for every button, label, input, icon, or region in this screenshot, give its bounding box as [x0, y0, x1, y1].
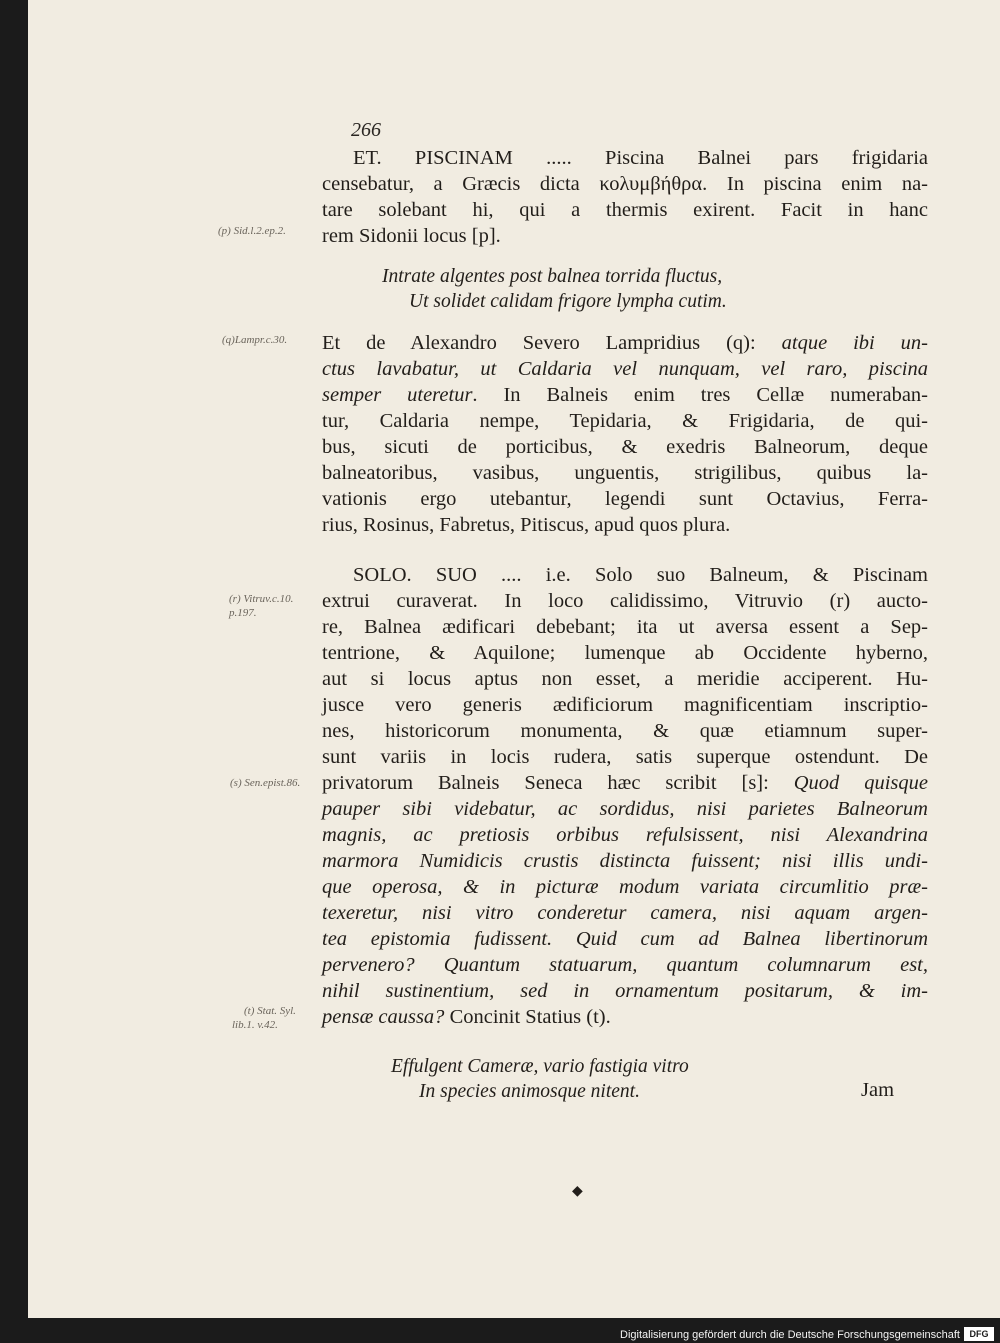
verse-line: Ut solidet calidam frigore lympha cutim.	[409, 291, 727, 312]
text-line: jusce vero generis ædificiorum magnificentiam inscriptio-	[322, 694, 928, 716]
text-line: SOLO. SUO .... i.e. Solo suo Balneum, & Piscinam	[353, 564, 928, 586]
verse-line: In species animosque nitent.	[419, 1081, 640, 1102]
margin-note: lib.1. v.42.	[232, 1019, 278, 1031]
margin-note: p.197.	[229, 607, 257, 619]
text-line: extrui curaverat. In loco calidissimo, Vitruvio (r) aucto-	[322, 590, 928, 612]
text-line: censebatur, a Græcis dicta κολυμβήθρα. In piscina enim na-	[322, 173, 928, 195]
text-line: magnis, ac pretiosis orbibus refulsissent, nisi Alexandrina	[322, 824, 928, 846]
text-line	[322, 382, 928, 408]
margin-note: (s) Sen.epist.86.	[230, 777, 301, 789]
text-italic: Quod quisque	[793, 772, 928, 794]
text-line: ET. PISCINAM ..... Piscina Balnei pars frigidaria	[353, 147, 928, 169]
text-roman: privatorum Balneis Seneca hæc scribit [s]:	[322, 772, 794, 794]
printer-ornament: ◆	[572, 1184, 583, 1199]
digitization-credit: Digitalisierung gefördert durch die Deutsche Forschungsgemeinschaft	[620, 1329, 960, 1341]
text-line	[322, 330, 928, 356]
text-line: tur, Caldaria nempe, Tepidaria, & Frigidaria, de qui-	[322, 410, 928, 432]
text-italic: semper uteretur	[322, 384, 473, 406]
text-roman: Concinit Statius (t).	[449, 1006, 611, 1028]
text-line: sunt variis in locis rudera, satis superque ostendunt. De	[322, 746, 928, 768]
text-line: texeretur, nisi vitro conderetur camera, nisi aquam argen-	[322, 902, 928, 924]
text-line: balneatoribus, vasibus, unguentis, strigilibus, quibus la-	[322, 462, 928, 484]
text-line: tentrione, & Aquilone; lumenque ab Occidente hyberno,	[322, 642, 928, 664]
margin-note: (t) Stat. Syl.	[244, 1005, 296, 1017]
text-line	[322, 1004, 928, 1030]
text-roman: Et de Alexandro Severo Lampridius (q):	[322, 332, 782, 354]
text-line: nihil sustinentium, sed in ornamentum positarum, & im-	[322, 980, 928, 1002]
text-line: tea epistomia fudissent. Quid cum ad Balnea libertinorum	[322, 928, 928, 950]
margin-note: (q)Lampr.c.30.	[222, 334, 288, 346]
text-line	[322, 770, 928, 796]
text-line: vationis ergo utebantur, legendi sunt Octavius, Ferra-	[322, 488, 928, 510]
text-italic: atque ibi un-	[781, 332, 929, 354]
text-line: pauper sibi videbatur, ac sordidus, nisi parietes Balneorum	[322, 798, 928, 820]
text-roman: . In Balneis enim tres Cellæ numeraban-	[472, 384, 928, 406]
dfg-logo: DFG	[964, 1327, 994, 1341]
verse-line: Intrate algentes post balnea torrida fluctus,	[382, 266, 723, 287]
text-line: tare solebant hi, qui a thermis exirent. Facit in hanc	[322, 199, 928, 221]
text-line: pervenero? Quantum statuarum, quantum columnarum est,	[322, 954, 928, 976]
text-line: nes, historicorum monumenta, & quæ etiamnum super-	[322, 720, 928, 742]
text-line: aut si locus aptus non esset, a meridie acciperent. Hu-	[322, 668, 928, 690]
text-line: que operosa, & in picturæ modum variata circumlitio præ-	[322, 876, 928, 898]
text-line: rem Sidonii locus [p].	[322, 225, 501, 247]
text-line: bus, sicuti de porticibus, & exedris Balneorum, deque	[322, 436, 928, 458]
text-line: rius, Rosinus, Fabretus, Pitiscus, apud quos plura.	[322, 514, 731, 536]
margin-note: (r) Vitruv.c.10.	[229, 593, 294, 605]
margin-note: (p) Sid.l.2.ep.2.	[218, 225, 286, 237]
text-italic: pensæ caussa?	[322, 1006, 450, 1028]
page-number: 266	[351, 119, 381, 141]
text-line: ctus lavabatur, ut Caldaria vel nunquam, vel raro, piscina	[322, 358, 928, 380]
catchword: Jam	[861, 1079, 895, 1101]
text-line: re, Balnea ædificari debebant; ita ut aversa essent a Sep-	[322, 616, 928, 638]
verse-line: Effulgent Cameræ, vario fastigia vitro	[391, 1056, 689, 1077]
text-line: marmora Numidicis crustis distincta fuissent; nisi illis undi-	[322, 850, 928, 872]
